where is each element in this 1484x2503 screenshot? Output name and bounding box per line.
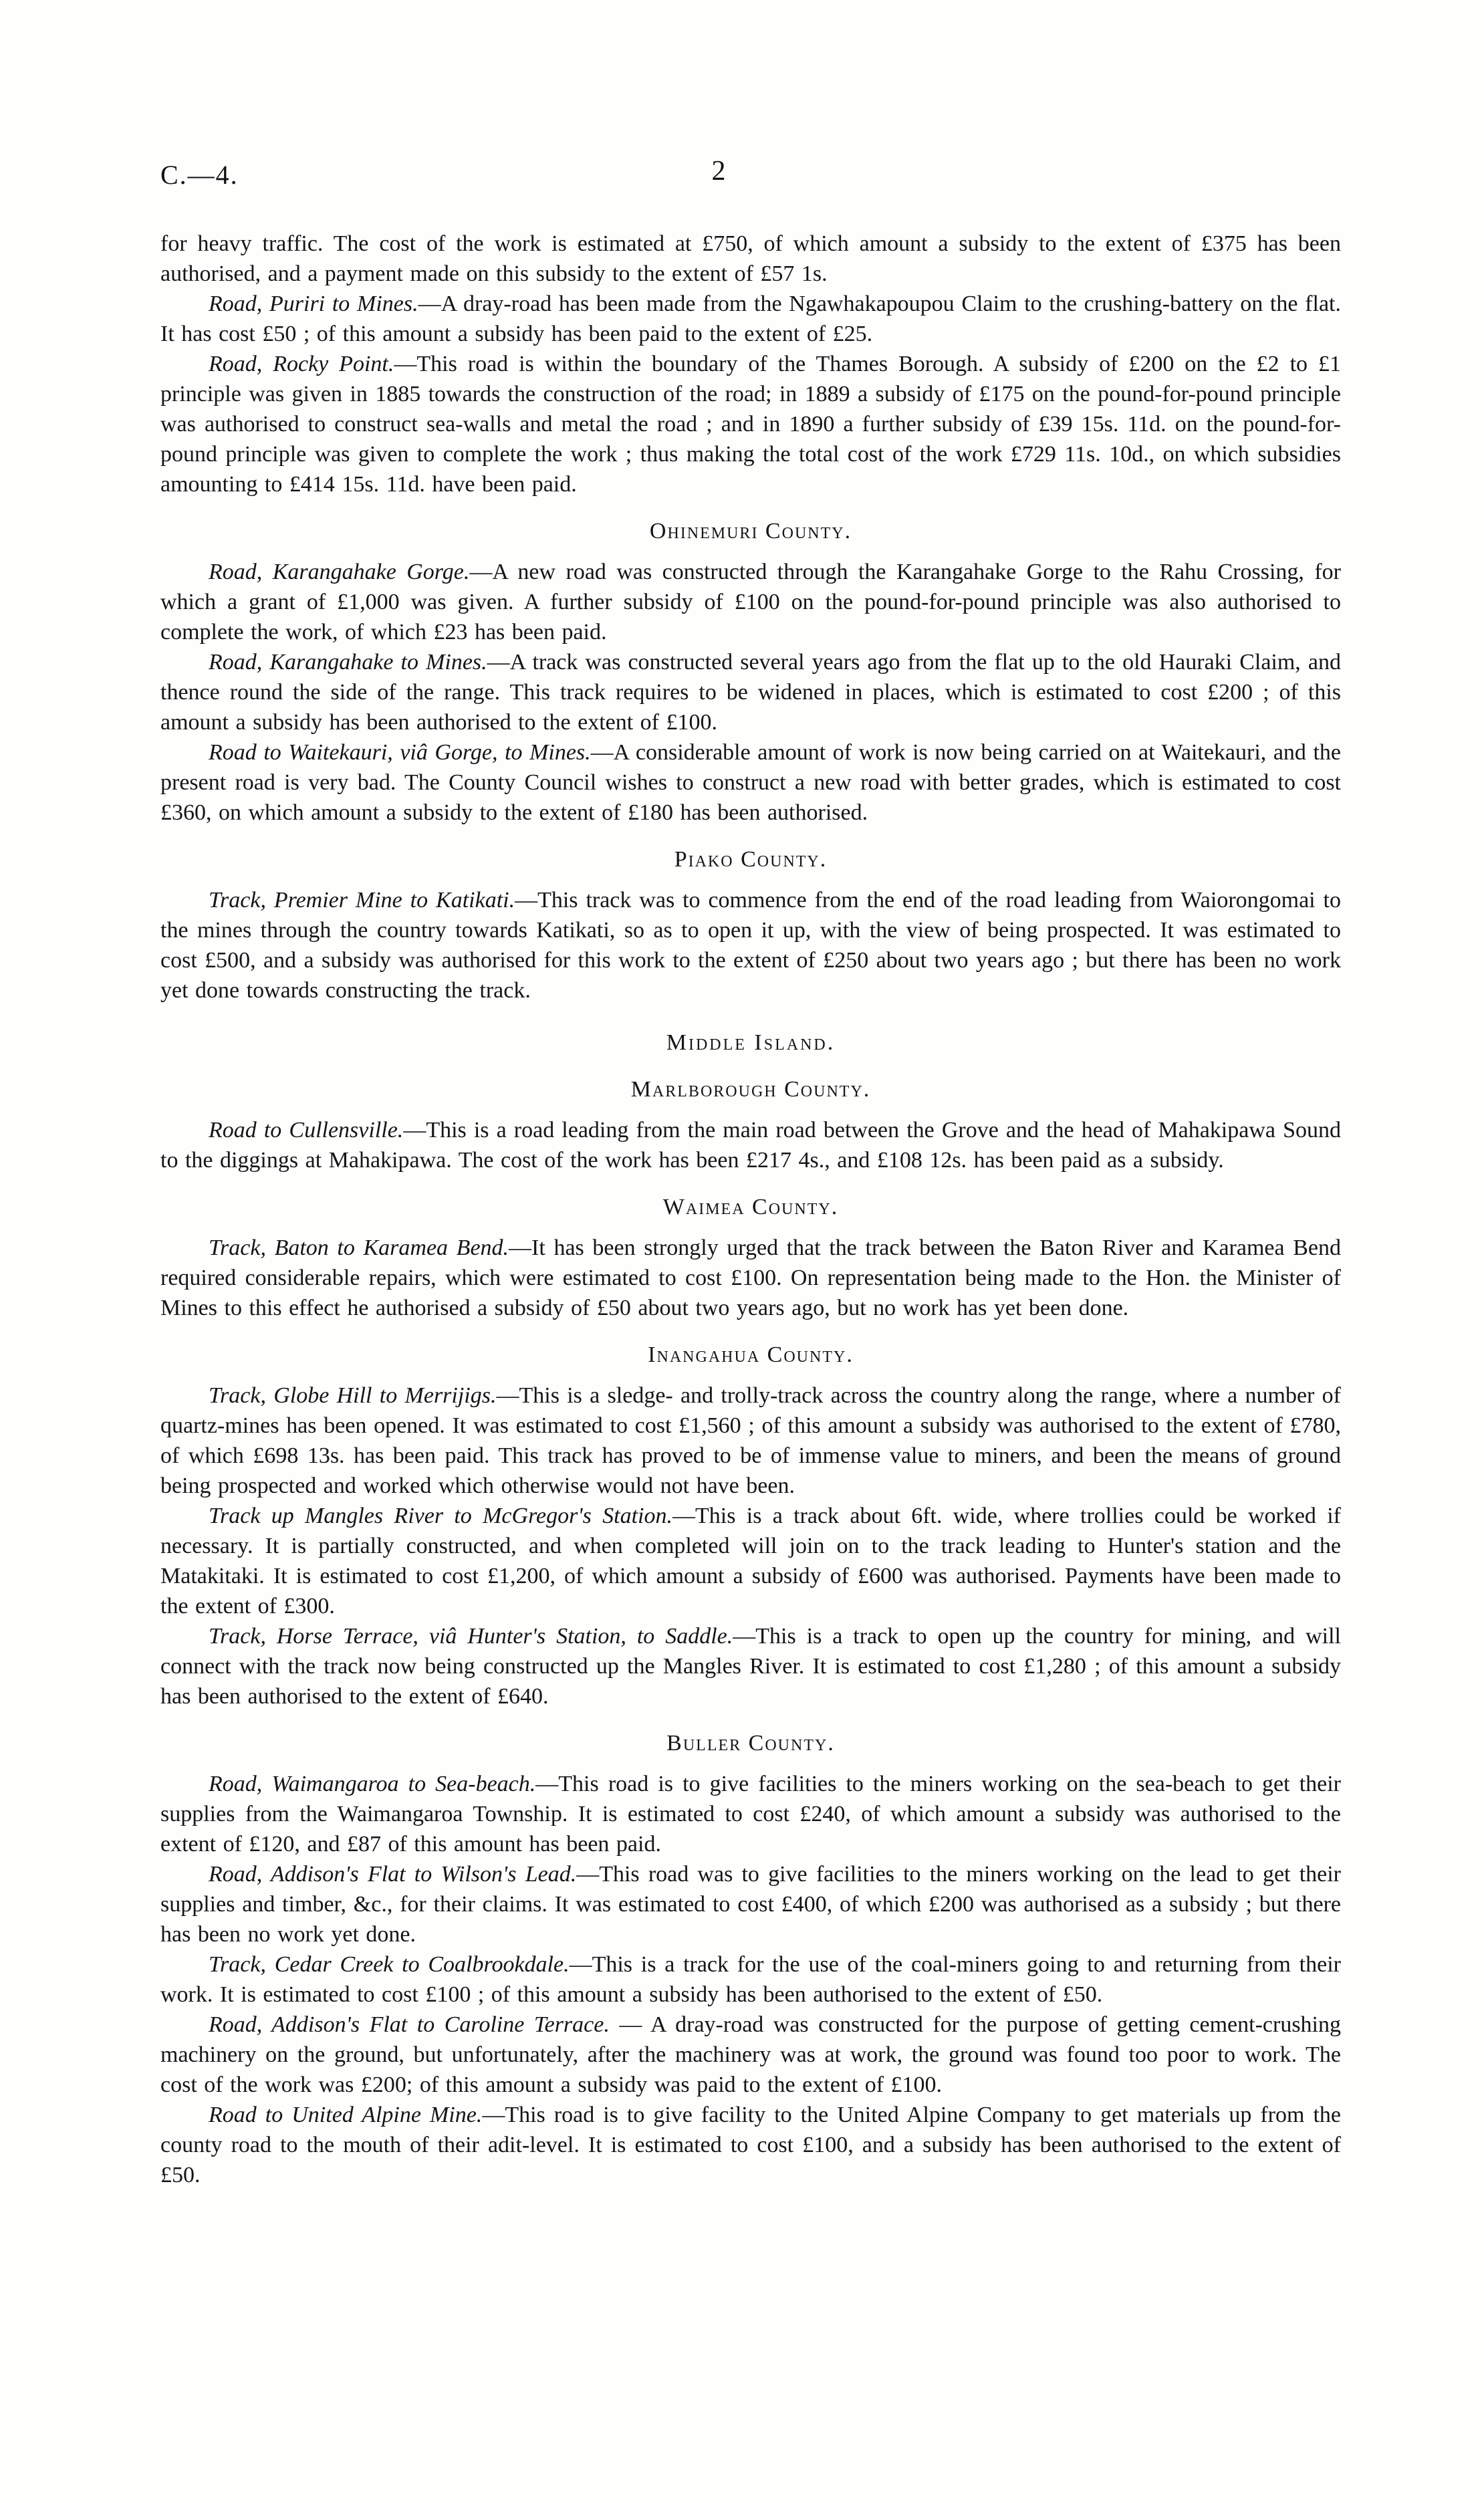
body-paragraph <box>160 1949 1341 2010</box>
paragraph-text: —A track was constructed several years ago from the flat up to the old Hauraki Claim, and thence round the side of the range. This track requires to be widened in places, which is estimated to cost £200 ; of this amount a subsidy has been authorised to the extent of £100. <box>160 650 1341 735</box>
paragraph-text: —This is a track about 6ft. wide, where trollies could be worked if necessary. It is partially constructed, and when completed will join on to the track leading to Hunter's station and the Matakitaki. It is estimated to cost £1,200, of which amount a subsidy of £600 was authorised. Payments have been made to the extent of £300. <box>160 1504 1341 1619</box>
section-heading: Inangahua County. <box>648 1342 854 1367</box>
page-body <box>160 229 1341 2190</box>
body-paragraph <box>160 1381 1341 1501</box>
paragraph-lead-italic: Track, Premier Mine to Katikati. <box>209 888 515 913</box>
paragraph-lead-italic: Track, Globe Hill to Merrijigs. <box>209 1383 497 1408</box>
page-header <box>160 156 1340 199</box>
body-paragraph <box>160 2010 1341 2100</box>
section-heading: Piako County. <box>674 847 828 872</box>
body-paragraph <box>160 1859 1341 1949</box>
section-heading: Waimea County. <box>662 1195 839 1219</box>
paragraph-text: —It has been strongly urged that the track between the Baton River and Karamea Bend required considerable repairs, which were estimated to cost £100. On representation being made to the Hon. the Minister of Mines to this effect he authorised a subsidy of £50 about two years ago, but no work has yet been done. <box>160 1235 1341 1320</box>
body-paragraph <box>160 1769 1341 1859</box>
body-paragraph <box>160 1115 1341 1175</box>
report-code: C.—4. <box>160 160 239 190</box>
paragraph-lead-italic: Road, Rocky Point. <box>209 352 394 376</box>
paragraph-text: —A dray-road has been made from the Ngawhakapoupou Claim to the crushing-battery on the flat. It has cost £50 ; of this amount a subsidy has been paid to the extent of £25. <box>160 291 1341 346</box>
paragraph-text: —This track was to commence from the end of the road leading from Waiorongomai to the mines through the country towards Katikati, so as to open it up, with the view of being prospected. It was estimated to cost £500, and a subsidy was authorised for this work to the extent of £250 about two years ago ; but there has been no work yet done towards constructing the track. <box>160 888 1341 1003</box>
section-heading: Buller County. <box>666 1731 835 1756</box>
body-paragraph <box>160 1233 1341 1323</box>
body-paragraph <box>160 557 1341 647</box>
body-paragraph <box>160 647 1341 737</box>
body-paragraph <box>160 349 1341 499</box>
paragraph-lead-italic: Road to United Alpine Mine. <box>209 2103 483 2127</box>
paragraph-lead-italic: Road to Cullensville. <box>209 1118 404 1143</box>
page-number: 2 <box>711 156 726 187</box>
paragraph-text: —A considerable amount of work is now being carried on at Waitekauri, and the present road is very bad. The County Council wishes to construct a new road with better grades, which is estimated to cost £360, on which amount a subsidy to the extent of £180 has been authorised. <box>160 740 1341 825</box>
body-paragraph <box>160 2100 1341 2190</box>
body-paragraph <box>160 1621 1341 1711</box>
paragraph-text: — A dray-road was constructed for the purpose of getting cement-crushing machinery on the ground, but unfortunately, after the machinery was at work, the ground was found too poor to work. The cost of the work was £200; of this amount a subsidy was paid to the extent of £100. <box>160 2012 1341 2097</box>
paragraph-text: —A new road was constructed through the Karangahake Gorge to the Rahu Crossing, for which a grant of £1,000 was given. A further subsidy of £100 on the pound-for-pound principle was also authorised to complete the work, of which £23 has been paid. <box>160 560 1341 644</box>
section-heading: Middle Island. <box>666 1030 836 1055</box>
paragraph-lead-italic: Track up Mangles River to McGregor's Station. <box>209 1504 672 1528</box>
body-paragraph <box>160 885 1341 1005</box>
paragraph-text: —This is a track to open up the country for mining, and will connect with the track now being constructed up the Mangles River. It is estimated to cost £1,280 ; of this amount a subsidy has been authorised to the extent of £640. <box>160 1624 1341 1709</box>
paragraph-text: —This road is to give facilities to the miners working on the sea-beach to get their supplies from the Waimangaroa Township. It is estimated to cost £240, of which amount a subsidy was authorised to the extent of £120, and £87 of this amount has been paid. <box>160 1772 1341 1857</box>
paragraph-lead-italic: Track, Cedar Creek to Coalbrookdale. <box>209 1952 570 1977</box>
paragraph-lead-italic: Road, Karangahake to Mines. <box>209 650 487 675</box>
body-paragraph <box>160 1501 1341 1621</box>
body-paragraph <box>160 229 1341 289</box>
paragraph-lead-italic: Road to Waitekauri, viâ Gorge, to Mines. <box>209 740 591 765</box>
section-heading: Marlborough County. <box>630 1077 871 1102</box>
paragraph-lead-italic: Road, Karangahake Gorge. <box>209 560 470 584</box>
paragraph-lead-italic: Track, Horse Terrace, viâ Hunter's Station, to Saddle. <box>209 1624 733 1649</box>
paragraph-text: —This is a road leading from the main road between the Grove and the head of Mahakipawa Sound to the diggings at Mahakipawa. The cost of the work has been £217 4s., and £108 12s. has been paid as a subsidy. <box>160 1118 1341 1173</box>
paragraph-lead-italic: Road, Puriri to Mines. <box>209 291 418 316</box>
body-paragraph <box>160 737 1341 828</box>
paragraph-text: —This road is to give facility to the United Alpine Company to get materials up from the county road to the mouth of their adit-level. It is estimated to cost £100, and a subsidy has been authorised to the extent of £50. <box>160 2103 1341 2187</box>
paragraph-text: —This road is within the boundary of the Thames Borough. A subsidy of £200 on the £2 to £1 principle was given in 1885 towards the construction of the road; in 1889 a subsidy of £175 on the pound-for-pound principle was authorised to construct sea-walls and metal the road ; and in 1890 a further subsidy of £39 15s. 11d. on the pound-for-pound principle was given to complete the work ; thus making the total cost of the work £729 11s. 10d., on which subsidies amounting to £414 15s. 11d. have been paid. <box>160 352 1341 497</box>
paragraph-lead-italic: Road, Addison's Flat to Caroline Terrace. <box>209 2012 610 2037</box>
section-heading: Ohinemuri County. <box>649 519 852 544</box>
paragraph-text: for heavy traffic. The cost of the work is estimated at £750, of which amount a subsidy to the extent of £375 has been authorised, and a payment made on this subsidy to the extent of £57 1s. <box>160 231 1341 286</box>
paragraph-text: —This road was to give facilities to the miners working on the lead to get their supplies and timber, &c., for their claims. It was estimated to cost £400, of which £200 was authorised as a subsidy ; but there has been no work yet done. <box>160 1862 1341 1947</box>
paragraph-text: —This is a sledge- and trolly-track across the country along the range, where a number of quartz-mines has been opened. It was estimated to cost £1,560 ; of this amount a subsidy was authorised to the extent of £780, of which £698 13s. has been paid. This track has proved to be of immense value to miners, and been the means of ground being prospected and worked which otherwise would not have been. <box>160 1383 1341 1498</box>
paragraph-lead-italic: Track, Baton to Karamea Bend. <box>209 1235 509 1260</box>
paragraph-lead-italic: Road, Addison's Flat to Wilson's Lead. <box>209 1862 577 1887</box>
paragraph-lead-italic: Road, Waimangaroa to Sea-beach. <box>209 1772 536 1796</box>
body-paragraph <box>160 289 1341 349</box>
paragraph-text: —This is a track for the use of the coal-miners going to and returning from their work. It is estimated to cost £100 ; of this amount a subsidy has been authorised to the extent of £50. <box>160 1952 1341 2007</box>
